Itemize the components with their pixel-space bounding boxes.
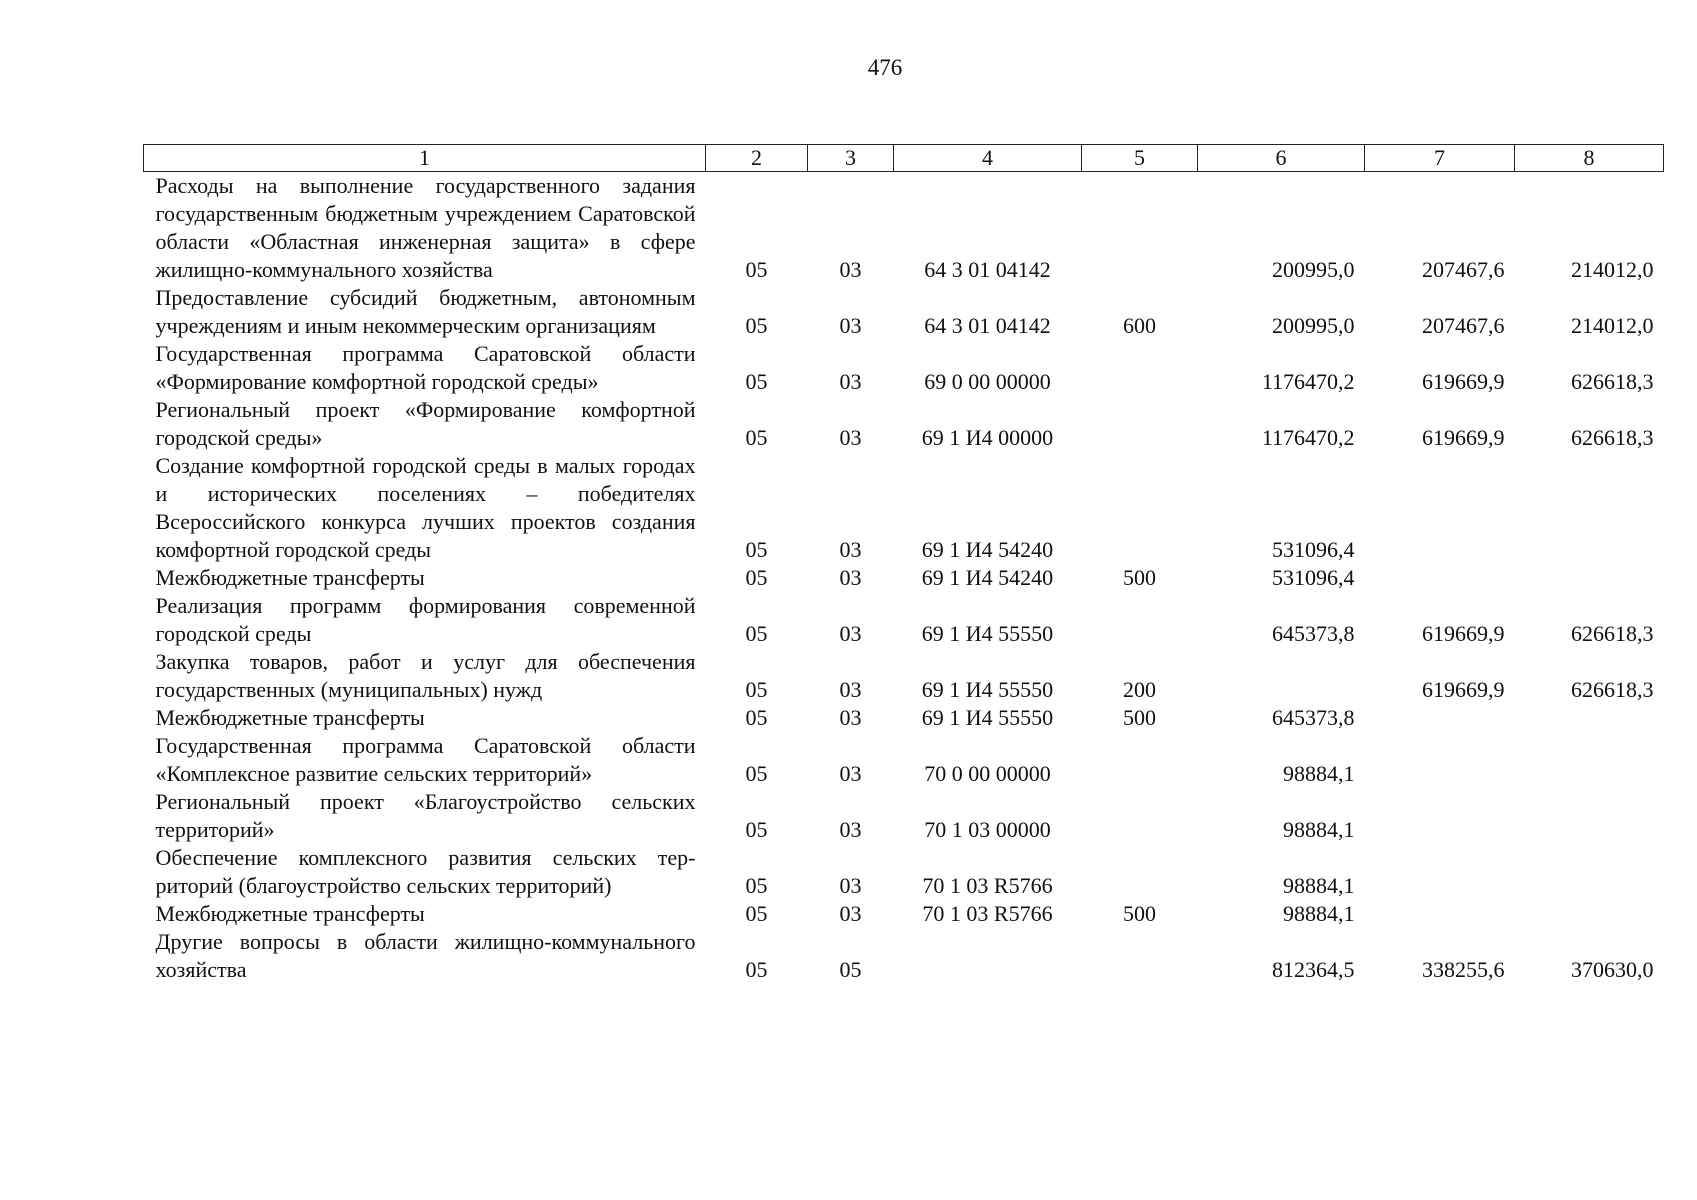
table-row <box>144 592 1664 648</box>
row-target-article: 69 1 И4 00000 <box>921 425 1054 450</box>
row-amount-col6: 531096,4 <box>1272 565 1355 590</box>
row-target-article: 70 1 03 R5766 <box>922 901 1053 926</box>
row-amount-col6: 1176470,2 <box>1261 369 1355 394</box>
table-row <box>144 452 1664 564</box>
column-header-1: 1 <box>144 145 706 172</box>
row-expense-type: 200 <box>1123 677 1156 702</box>
row-description: Обеспечение комплексного развития сельских территорий (благоустройство сельских территорий) <box>155 845 696 898</box>
row-amount-col8: 214012,0 <box>1571 257 1654 282</box>
row-amount-col6: 531096,4 <box>1272 537 1355 562</box>
column-header-7: 7 <box>1365 145 1515 172</box>
table-header <box>144 145 1664 172</box>
row-amount-col8: 370630,0 <box>1571 957 1654 982</box>
table-row <box>144 788 1664 844</box>
row-section-code: 05 <box>745 369 768 394</box>
row-description: Предоставление субсидий бюджетным, автономным учреждениям и иным некоммерческим организациям <box>155 285 696 338</box>
row-description: Региональный проект «Благоустройство сельских территорий» <box>155 789 696 842</box>
row-expense-type: 500 <box>1123 901 1156 926</box>
row-amount-col7: 619669,9 <box>1422 425 1505 450</box>
row-expense-type <box>1082 732 1198 788</box>
row-amount-col7 <box>1365 844 1515 900</box>
row-amount-col6: 645373,8 <box>1272 621 1355 646</box>
row-section-code: 05 <box>745 257 768 282</box>
row-subsection-code: 03 <box>839 677 862 702</box>
row-subsection-code: 03 <box>839 817 862 842</box>
row-subsection-code: 03 <box>839 537 862 562</box>
row-amount-col7: 207467,6 <box>1422 257 1505 282</box>
row-amount-col6: 200995,0 <box>1272 257 1355 282</box>
row-amount-col8: 626618,3 <box>1571 369 1654 394</box>
row-description: Государственная программа Саратовской области «Формирование комфортной городской среды» <box>155 341 696 394</box>
table-row <box>144 704 1664 732</box>
row-description: Расходы на выполнение государственного задания государственным бюджетным учреждением Саратовской области «Областная инженерная защита» в сфере жилищно-коммунального хозяйства <box>155 173 696 282</box>
table-row <box>144 284 1664 340</box>
row-expense-type: 500 <box>1123 705 1156 730</box>
row-target-article: 69 0 00 00000 <box>924 369 1051 394</box>
row-expense-type <box>1082 592 1198 648</box>
row-subsection-code: 03 <box>839 565 862 590</box>
row-subsection-code: 03 <box>839 901 862 926</box>
row-section-code: 05 <box>745 565 768 590</box>
row-subsection-code: 03 <box>839 369 862 394</box>
row-target-article: 70 0 00 00000 <box>924 761 1051 786</box>
row-target-article: 64 3 01 04142 <box>924 313 1051 338</box>
page-number: 476 <box>867 55 903 80</box>
header-row <box>144 145 1664 172</box>
row-section-code: 05 <box>745 705 768 730</box>
row-target-article: 64 3 01 04142 <box>924 257 1051 282</box>
row-expense-type <box>1082 172 1198 285</box>
row-target-article: 69 1 И4 54240 <box>921 537 1054 562</box>
table-row <box>144 732 1664 788</box>
row-target-article: 69 1 И4 55550 <box>921 621 1054 646</box>
row-section-code: 05 <box>745 621 768 646</box>
row-target-article: 69 1 И4 54240 <box>921 565 1054 590</box>
row-section-code: 05 <box>745 901 768 926</box>
row-target-article: 69 1 И4 55550 <box>921 705 1054 730</box>
row-amount-col8 <box>1515 564 1664 592</box>
row-amount-col7 <box>1365 704 1515 732</box>
row-amount-col8 <box>1515 452 1664 564</box>
row-amount-col6: 98884,1 <box>1283 873 1355 898</box>
row-expense-type <box>1082 452 1198 564</box>
row-section-code: 05 <box>745 761 768 786</box>
row-subsection-code: 03 <box>839 313 862 338</box>
table-body <box>144 172 1664 985</box>
row-subsection-code: 03 <box>839 761 862 786</box>
row-amount-col7: 207467,6 <box>1422 313 1505 338</box>
row-amount-col8 <box>1515 704 1664 732</box>
column-header-3: 3 <box>808 145 894 172</box>
row-amount-col6: 98884,1 <box>1283 817 1355 842</box>
row-amount-col6: 98884,1 <box>1283 761 1355 786</box>
table-row <box>144 340 1664 396</box>
row-target-article: 70 1 03 00000 <box>924 817 1051 842</box>
column-header-6: 6 <box>1198 145 1365 172</box>
row-amount-col7 <box>1365 452 1515 564</box>
table-row <box>144 564 1664 592</box>
row-amount-col8 <box>1515 788 1664 844</box>
row-amount-col8 <box>1515 732 1664 788</box>
row-amount-col7 <box>1365 900 1515 928</box>
row-amount-col7: 619669,9 <box>1422 677 1505 702</box>
row-amount-col8: 626618,3 <box>1571 425 1654 450</box>
row-amount-col8: 626618,3 <box>1571 621 1654 646</box>
row-amount-col7: 619669,9 <box>1422 369 1505 394</box>
row-subsection-code: 05 <box>839 957 862 982</box>
column-header-5: 5 <box>1082 145 1198 172</box>
row-amount-col8: 626618,3 <box>1571 677 1654 702</box>
table-row <box>144 396 1664 452</box>
row-section-code: 05 <box>745 873 768 898</box>
row-section-code: 05 <box>745 313 768 338</box>
row-amount-col8: 214012,0 <box>1571 313 1654 338</box>
column-header-4: 4 <box>894 145 1082 172</box>
row-amount-col6: 200995,0 <box>1272 313 1355 338</box>
row-description: Межбюджетные трансферты <box>155 705 425 730</box>
row-subsection-code: 03 <box>839 873 862 898</box>
table-row <box>144 928 1664 984</box>
row-amount-col6: 98884,1 <box>1283 901 1355 926</box>
row-expense-type <box>1082 788 1198 844</box>
row-amount-col7: 619669,9 <box>1422 621 1505 646</box>
row-subsection-code: 03 <box>839 425 862 450</box>
row-amount-col6: 645373,8 <box>1272 705 1355 730</box>
row-expense-type <box>1082 396 1198 452</box>
row-amount-col8 <box>1515 844 1664 900</box>
table-row <box>144 900 1664 928</box>
row-section-code: 05 <box>745 817 768 842</box>
row-amount-col7 <box>1365 564 1515 592</box>
row-target-article: 70 1 03 R5766 <box>922 873 1053 898</box>
row-expense-type: 500 <box>1123 565 1156 590</box>
row-amount-col6: 812364,5 <box>1272 957 1355 982</box>
table-row <box>144 648 1664 704</box>
row-description: Другие вопросы в области жилищно-коммунального хозяйства <box>155 929 696 982</box>
row-description: Закупка товаров, работ и услуг для обеспечения государственных (муниципальных) нужд <box>155 649 696 702</box>
row-amount-col7 <box>1365 732 1515 788</box>
row-description: Региональный проект «Формирование комфортной городской среды» <box>155 397 696 450</box>
row-amount-col6 <box>1198 648 1365 704</box>
table-row <box>144 172 1664 285</box>
row-amount-col7: 338255,6 <box>1422 957 1505 982</box>
budget-table <box>143 144 1664 984</box>
row-subsection-code: 03 <box>839 705 862 730</box>
row-subsection-code: 03 <box>839 621 862 646</box>
row-amount-col6: 1176470,2 <box>1261 425 1355 450</box>
row-description: Создание комфортной городской среды в малых городах и исторических поселениях – победителях Всероссийского конкурса лучших проектов создания комфортной городской среды <box>155 453 696 562</box>
row-description: Межбюджетные трансферты <box>155 901 425 926</box>
row-amount-col8 <box>1515 900 1664 928</box>
row-expense-type: 600 <box>1123 313 1156 338</box>
row-expense-type <box>1082 844 1198 900</box>
row-expense-type <box>1082 928 1198 984</box>
column-header-8: 8 <box>1515 145 1664 172</box>
row-section-code: 05 <box>745 425 768 450</box>
row-target-article: 69 1 И4 55550 <box>921 677 1054 702</box>
row-description: Реализация программ формирования современной городской среды <box>155 593 696 646</box>
row-amount-col7 <box>1365 788 1515 844</box>
row-section-code: 05 <box>745 677 768 702</box>
row-expense-type <box>1082 340 1198 396</box>
row-target-article <box>894 928 1082 984</box>
row-section-code: 05 <box>745 537 768 562</box>
row-description: Государственная программа Саратовской области «Комплексное развитие сельских территорий» <box>155 733 696 786</box>
table-row <box>144 844 1664 900</box>
column-header-2: 2 <box>706 145 808 172</box>
row-section-code: 05 <box>745 957 768 982</box>
row-description: Межбюджетные трансферты <box>155 565 425 590</box>
row-subsection-code: 03 <box>839 257 862 282</box>
